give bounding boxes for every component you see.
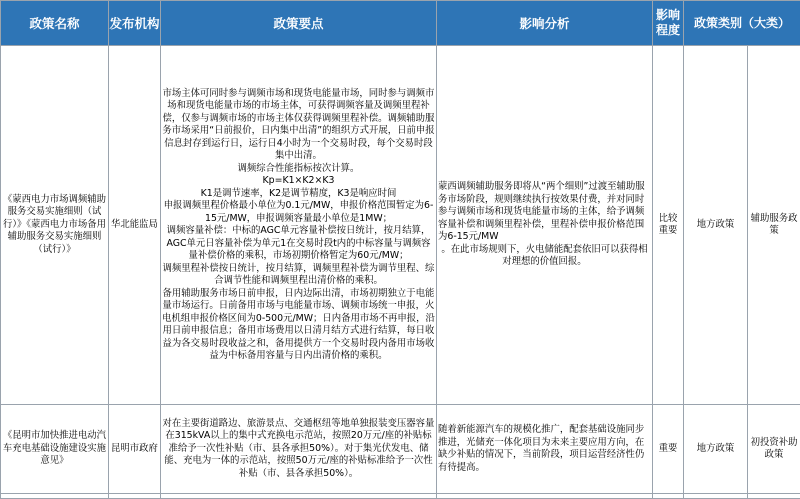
key-point-line: 备用辅助服务市场日前申报，日内边际出清，市场初期独立于电能量市场运行。日前备用市场与电能量市场、调频市场统一申报，火电机组申报价格区间为0-500元/MW；日内备用市场不再申报，沿用日前申报信息；备用市场费用以日清月结方式进行结算，每日收益为各交易时段收益之和，备用提供方一个交易时段内备用市场收益为中标备用容量与日内出清价格的乘积。 [162, 288, 435, 363]
header-policy-category: 政策类别（大类） [684, 1, 800, 46]
policy-category: 地方政策 [684, 405, 748, 494]
key-point-line: K1是调节速率，K2是调节精度，K3是响应时间 [162, 188, 435, 201]
table-row [1, 405, 800, 494]
impact-analysis-tail: 。在此市场规则下，火电储能配套依旧可以获得相对理想的价值回报。 [438, 244, 651, 269]
impact-analysis-main: 蒙西调频辅助服务即将从“两个细则”过渡至辅助服务市场阶段，规则继续执行按效果付费，并对同时参与调频市场和现货电能量市场的主体，给予调频容量补偿和调频里程补偿，里程补偿申报价格范围为6-15元/MW [438, 181, 645, 242]
policy-key-points [161, 46, 437, 405]
policy-name: 《蒙西电力市场调频辅助服务交易实施细则（试行）》《蒙西电力市场备用辅助服务交易实施细则（试行）》 [1, 46, 109, 405]
impact-degree: 重要 [653, 405, 684, 494]
issuing-org: 昆明市政府 [109, 405, 161, 494]
key-point-line: 调频综合性能指标按次计算。 [162, 163, 435, 176]
impact-degree: 比较重要 [653, 46, 684, 405]
issuing-org: 华北能监局 [109, 46, 161, 405]
policy-category: 地方政策 [684, 46, 748, 405]
header-issuing-org: 发布机构 [109, 1, 161, 46]
impact-analysis [437, 46, 653, 405]
header-policy-key-points: 政策要点 [161, 1, 437, 46]
key-point-line: 调频里程补偿按日统计，按月结算，调频里程补偿为调节里程、综合调节性能和调频里程出清价格的乘积。 [162, 263, 435, 288]
table-header-row [1, 1, 800, 46]
policy-subcategory: 辅助服务政策 [748, 46, 800, 405]
key-point-line: 调频容量补偿：中标的AGC单元容量补偿按日统计，按月结算，AGC单元日容量补偿为单元1在交易时段t内的中标容量与调频容量补偿价格的乘积，市场初期价格暂定为60元/MW； [162, 225, 435, 263]
policy-name: 《昆明市加快推进电动汽车充电基础设施建设实施意见》 [1, 405, 109, 494]
policy-subcategory: 初投资补助政策 [748, 405, 800, 494]
header-impact-degree: 影响程度 [653, 1, 684, 46]
key-point-line: 市场主体可同时参与调频市场和现货电能量市场，同时参与调频市场和现货电能量市场的市场主体，可获得调频容量及调频里程补偿，仅参与调频市场的市场主体仅获得调频里程补偿。调频辅助服务市场采用“日前报价，日内集中出清”的组织方式开展，日前申报信息封存到运行日，运行日4小时为一个交易时段，每个交易时段集中出清。 [162, 88, 435, 163]
impact-analysis: 随着新能源汽车的规模化推广，配套基础设施同步推进，光储充一体化项目为未来主要应用方向，在缺少补贴的情况下，当前阶段，项目运营经济性仍有待提高。 [437, 405, 653, 494]
header-impact-analysis: 影响分析 [437, 1, 653, 46]
table-row-partial [1, 494, 800, 499]
key-point-line: 申报调频里程价格最小单位为0.1元/MW，申报价格范围暂定为6-15元/MW，申报调频容量最小单位是1MW； [162, 200, 435, 225]
header-policy-name: 政策名称 [1, 1, 109, 46]
policy-key-points: 对在主要街道路边、旅游景点、交通枢纽等地单独报装变压器容量在315kVA以上的集中式充换电示范站，按照20万元/座的补贴标准给予一次性补贴（市、县各承担50%）。对于集光伏发电、储能、充电为一体的示范站，按照50万元/座的补贴标准给予一次性补贴（市、县各承担50%）。 [161, 405, 437, 494]
key-point-line: Kp=K1×K2×K3 [162, 175, 435, 188]
table-row [1, 46, 800, 405]
